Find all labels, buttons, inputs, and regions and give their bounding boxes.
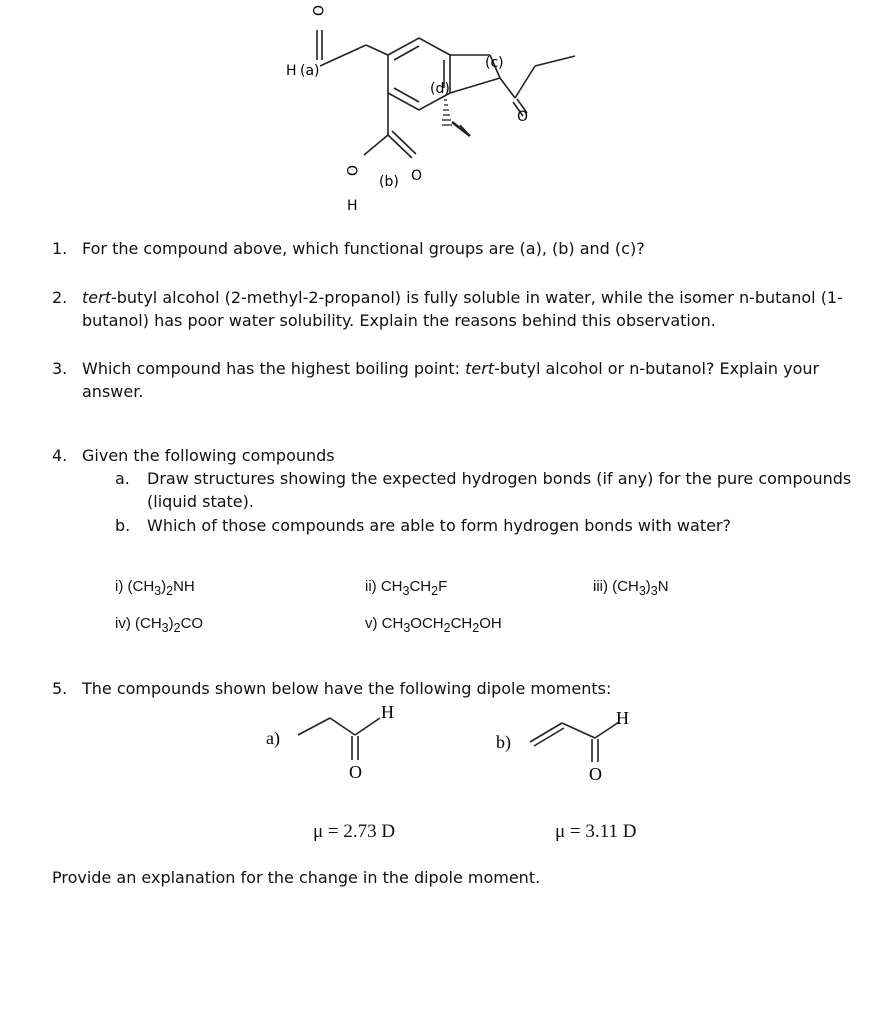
closing-prompt: Provide an explanation for the change in the dipole moment. xyxy=(52,868,541,887)
atom-h: H xyxy=(616,708,629,728)
label-b: (b) xyxy=(379,174,399,190)
question-number: 2. xyxy=(52,288,68,307)
question-4a: a. Draw structures showing the expected hydrogen bonds (if any) for the pure compounds (liquid state). xyxy=(115,469,852,511)
compound-iv: iv) $(CH_3)_2CO$ xyxy=(115,615,204,635)
atom-h: H xyxy=(286,63,297,79)
question-5: 5. The compounds shown below have the following dipole moments: xyxy=(52,679,612,698)
question-3: 3. Which compound has the highest boiling point: tert-butyl alcohol or n-butanol? Explain your answer. xyxy=(52,359,820,401)
question-text: For the compound above, which functional groups are (a), (b) and (c)? xyxy=(82,239,645,258)
atom-o: O xyxy=(517,109,529,125)
question-number: 1. xyxy=(52,239,68,258)
question-1 xyxy=(52,237,645,260)
label-a: a) xyxy=(266,728,280,748)
compound-v: v) $CH_3OCH_2CH_2OH$ xyxy=(365,615,502,635)
atom-h: H xyxy=(381,702,394,722)
question-number: 3. xyxy=(52,359,68,378)
compound-structure xyxy=(270,0,610,215)
molecule-b xyxy=(492,700,662,785)
label-c: (c) xyxy=(485,55,504,71)
atom-o: O xyxy=(589,764,602,784)
label-d: (d) xyxy=(430,81,450,97)
atom-o: O xyxy=(343,165,359,177)
question-4: 4. Given the following compounds xyxy=(52,446,335,465)
label-b: b) xyxy=(496,732,511,752)
molecule-a xyxy=(260,700,420,785)
question-number: 5. xyxy=(52,679,68,698)
compound-i: i) $(CH_3)_2NH$ xyxy=(115,578,195,598)
hashed-wedge xyxy=(442,100,452,125)
dipole-a-value: μ = 2.73 D xyxy=(313,821,396,842)
atom-o: O xyxy=(411,168,423,184)
compound-ii: ii) $CH_3CH_2F$ xyxy=(365,578,448,598)
question-2: 2. tert-butyl alcohol (2-methyl-2-propanol) is fully soluble in water, while the isomer n-butanol (1- butanol) has poor water solubility. Explain the reasons behind this observation. xyxy=(52,288,843,330)
atom-h: H xyxy=(347,198,358,214)
atom-o: O xyxy=(349,762,362,782)
benzene-ring xyxy=(388,38,450,110)
atom-o: O xyxy=(309,5,325,17)
compound-iii: iii) $(CH_3)_3N$ xyxy=(593,578,669,598)
question-4b: b. Which of those compounds are able to form hydrogen bonds with water? xyxy=(115,516,731,535)
question-number: 4. xyxy=(52,446,68,465)
dipole-b-value: μ = 3.11 D xyxy=(555,821,637,842)
ring-bond xyxy=(450,78,500,93)
label-a: (a) xyxy=(300,63,320,79)
